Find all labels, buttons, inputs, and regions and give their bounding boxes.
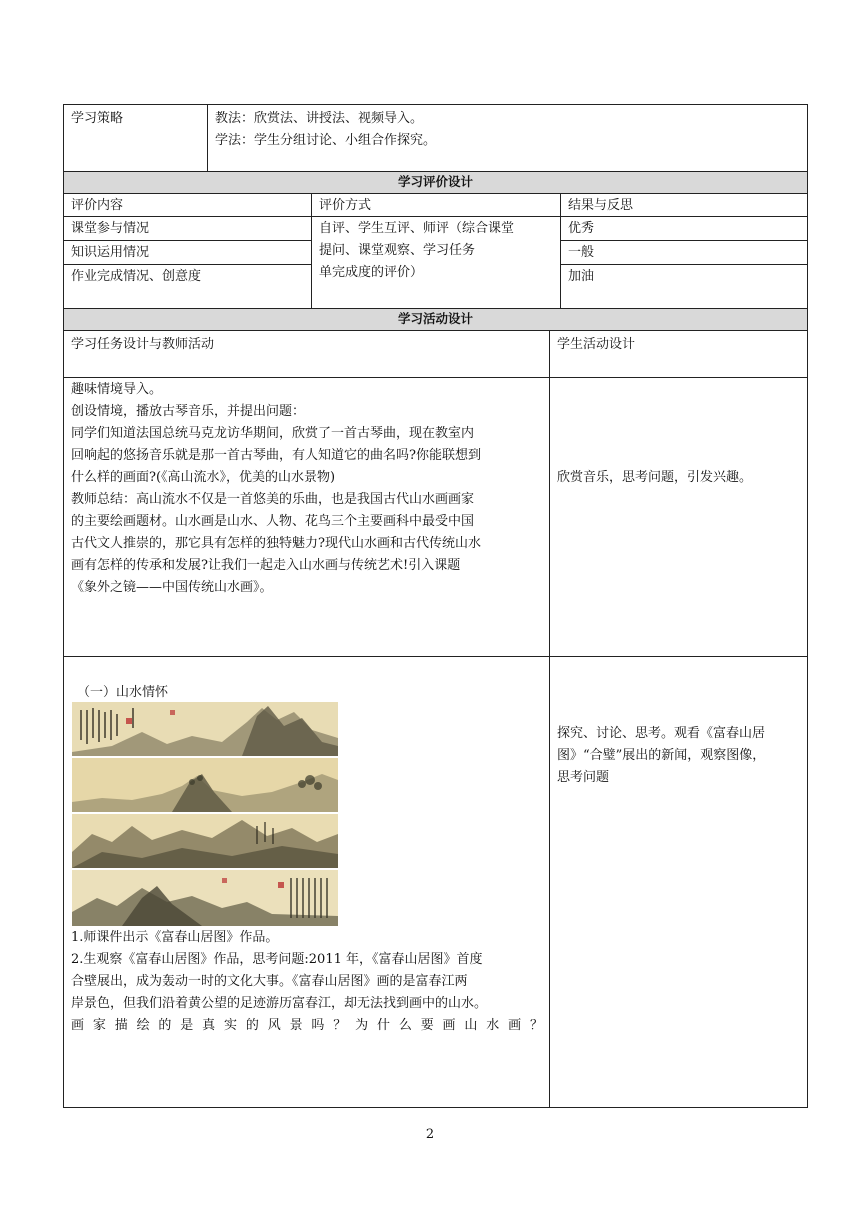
intro-line: 趣味情境导入。	[71, 382, 163, 397]
intro-line: 什么样的画面?(《高山流水》，优美的山水景物)	[71, 470, 336, 485]
task-student-line: 探究、讨论、思考。观看《富春山居	[557, 726, 766, 741]
activity-col-teacher	[63, 330, 550, 378]
page-number: 2	[425, 1127, 435, 1142]
evaluation-item	[63, 264, 312, 309]
task-line: 岸景色，但我们沿着黄公望的足迹游历富春江，却无法找到画中的山水。	[71, 996, 488, 1011]
evaluation-title: 学习评价设计	[397, 174, 473, 189]
evaluation-result	[560, 264, 808, 309]
evaluation-result	[560, 240, 808, 265]
evaluation-result-label: 加油	[568, 269, 595, 284]
activity-intro-cell	[63, 377, 550, 657]
strategy-label-cell	[63, 104, 208, 172]
evaluation-item	[63, 216, 312, 241]
intro-line: 教师总结：高山流水不仅是一首悠美的乐曲，也是我国古代山水画画家	[71, 492, 475, 507]
evaluation-method-line: 单完成度的评价）	[319, 265, 424, 280]
evaluation-col-content	[63, 193, 312, 217]
task-line: 合壁展出，成为轰动一时的文化大事。《富春山居图》画的是富春江两	[71, 974, 468, 989]
strategy-teaching-methods: 教法：欣赏法、讲授法、视频导入。	[215, 111, 424, 126]
activity-section-header	[63, 308, 808, 331]
intro-line: 创设情境，播放古琴音乐，并提出问题：	[71, 404, 306, 419]
task-line: 画家描绘的是真实的风景吗？为什么要画山水画？	[71, 1018, 543, 1033]
evaluation-result-label: 优秀	[568, 221, 595, 236]
strategy-learning-methods: 学法：学生分组讨论、小组合作探究。	[215, 133, 437, 148]
evaluation-section-header	[63, 171, 808, 194]
activity-col-student	[549, 330, 808, 378]
painting-illustration	[72, 702, 338, 926]
evaluation-col-content-label: 评价内容	[71, 198, 124, 213]
fuchun-painting-image	[72, 702, 338, 926]
intro-line: 画有怎样的传承和发展?让我们一起走入山水画与传统艺术!引入课题	[71, 558, 461, 573]
activity-col-teacher-label: 学习任务设计与教师活动	[71, 337, 215, 352]
intro-line: 同学们知道法国总统马克龙访华期间，欣赏了一首古琴曲，现在教室内	[71, 426, 475, 441]
evaluation-method-cell	[311, 216, 561, 309]
strategy-content-cell	[207, 104, 808, 172]
evaluation-col-result-label: 结果与反思	[568, 198, 634, 213]
intro-line: 回响起的悠扬音乐就是那一首古琴曲，有人知道它的曲名吗?你能联想到	[71, 448, 481, 463]
activity-col-student-label: 学生活动设计	[557, 337, 636, 352]
intro-line: 《象外之镜——中国传统山水画》。	[71, 580, 273, 595]
evaluation-item-label: 作业完成情况、创意度	[71, 269, 202, 284]
activity-title: 学习活动设计	[397, 311, 473, 326]
evaluation-item-label: 知识运用情况	[71, 245, 150, 260]
evaluation-item-label: 课堂参与情况	[71, 221, 150, 236]
task-line: 2.生观察《富春山居图》作品，思考问题:2011 年，《富春山居图》首度	[71, 952, 483, 967]
activity-intro-student-cell	[549, 377, 808, 657]
evaluation-method-line: 提问、课堂观察、学习任务	[319, 243, 476, 258]
evaluation-method-line: 自评、学生互评、师评（综合课堂	[319, 221, 515, 236]
section-title: （一）山水情怀	[77, 685, 169, 700]
strategy-label: 学习策略	[71, 111, 124, 126]
task-student-line: 图》“合璧”展出的新闻，观察图像，	[557, 748, 766, 763]
intro-line: 古代文人推崇的，那它具有怎样的独特魅力?现代山水画和古代传统山水	[71, 536, 481, 551]
task-student-line: 思考问题	[557, 770, 610, 785]
evaluation-result-label: 一般	[568, 245, 595, 260]
evaluation-col-method-label: 评价方式	[319, 198, 372, 213]
evaluation-col-result	[560, 193, 808, 217]
intro-line: 的主要绘画题材。山水画是山水、人物、花鸟三个主要画科中最受中国	[71, 514, 475, 529]
task-line: 1.师课件出示《富春山居图》作品。	[71, 930, 279, 945]
activity-task-student-cell	[549, 656, 808, 1108]
evaluation-item	[63, 240, 312, 265]
intro-student-activity: 欣赏音乐，思考问题，引发兴趣。	[557, 470, 753, 485]
evaluation-col-method	[311, 193, 561, 217]
evaluation-result	[560, 216, 808, 241]
